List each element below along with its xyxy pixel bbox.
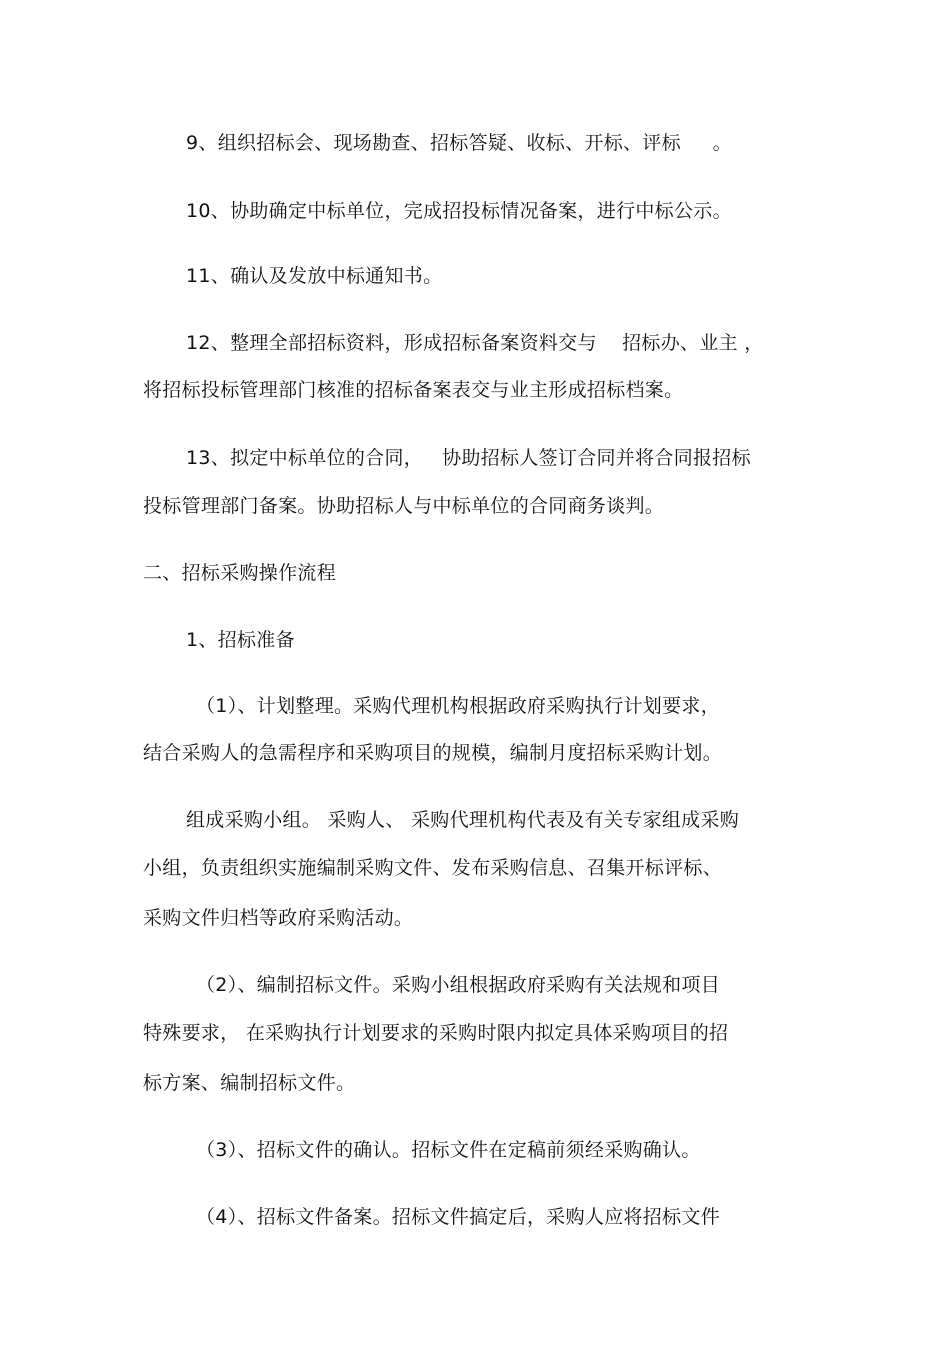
step-3: （3）、招标文件的确认。招标文件在定稿前须经采购确认。 — [196, 1139, 701, 1161]
item-13-line-1: 13、拟定中标单位的合同， 协助招标人签订合同并将合同报招标 — [186, 447, 751, 469]
item-10: 10、协助确定中标单位，完成招投标情况备案，进行中标公示。 — [186, 200, 732, 222]
item-12-line-2: 将招标投标管理部门核准的招标备案表交与业主形成招标档案。 — [143, 379, 684, 401]
step-4-line-1: （4）、招标文件备案。招标文件搞定后，采购人应将招标文件 — [196, 1206, 720, 1228]
step-2-line-2: 特殊要求， 在采购执行计划要求的采购时限内拟定具体采购项目的招 — [143, 1022, 729, 1044]
item-13-line-2: 投标管理部门备案。协助招标人与中标单位的合同商务谈判。 — [143, 495, 665, 517]
item-9: 9、组织招标会、现场勘查、招标答疑、收标、开标、评标 。 — [186, 132, 732, 154]
group-paragraph-line-2: 小组，负责组织实施编制采购文件、发布采购信息、召集开标评标、 — [143, 857, 723, 879]
subsection-heading: 1、招标准备 — [186, 629, 295, 651]
step-1-line-1: （1）、计划整理。采购代理机构根据政府采购执行计划要求， — [196, 695, 720, 717]
step-2-line-3: 标方案、编制招标文件。 — [143, 1072, 356, 1094]
step-1-line-2: 结合采购人的急需程序和采购项目的规模，编制月度招标采购计划。 — [143, 742, 723, 764]
step-2-line-1: （2）、编制招标文件。采购小组根据政府采购有关法规和项目 — [196, 974, 720, 996]
item-11: 11、确认及发放中标通知书。 — [186, 265, 443, 287]
item-12-line-1: 12、整理全部招标资料，形成招标备案资料交与 招标办、业主 ， — [186, 332, 764, 354]
group-paragraph-line-3: 采购文件归档等政府采购活动。 — [143, 907, 414, 929]
group-paragraph-line-1: 组成采购小组。 采购人、 采购代理机构代表及有关专家组成采购 — [186, 809, 740, 831]
section-heading: 二、招标采购操作流程 — [143, 562, 337, 584]
